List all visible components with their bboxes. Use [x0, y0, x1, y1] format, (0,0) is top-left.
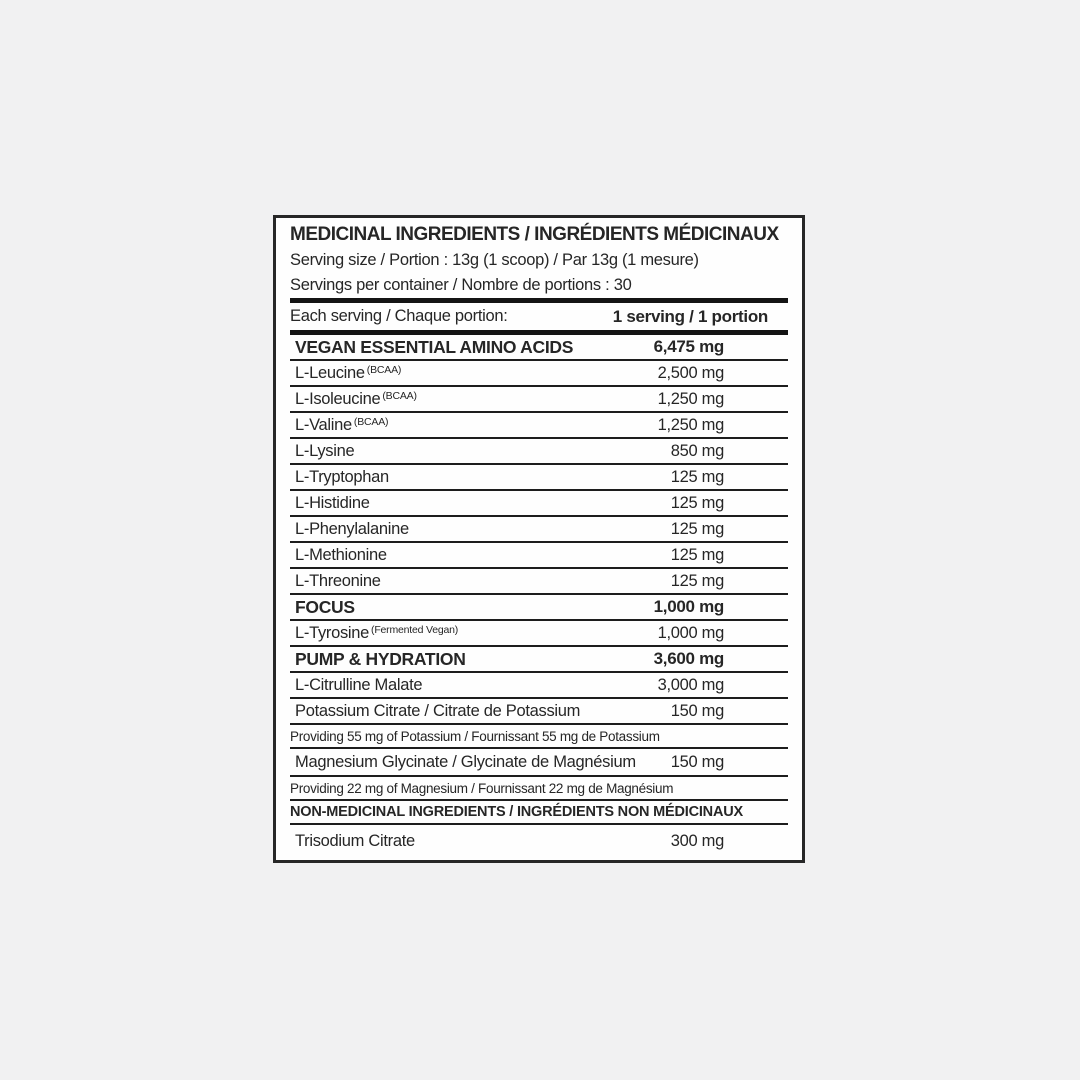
ingredient-row — [290, 543, 788, 569]
section-row — [290, 595, 788, 621]
ingredient-row — [290, 699, 788, 725]
ingredient-qualifier: (BCAA) — [382, 389, 417, 402]
ingredient-row — [290, 825, 788, 858]
ingredient-name: L-Tryptophan — [295, 467, 389, 486]
section-name: FOCUS — [295, 596, 355, 617]
each-serving-label: Each serving / Chaque portion: — [290, 307, 508, 325]
ingredient-row — [290, 387, 788, 413]
ingredient-name: L-Threonine — [295, 571, 381, 590]
ingredient-row — [290, 517, 788, 543]
ingredient-amount: 300 mg — [670, 832, 724, 850]
ingredient-row — [290, 749, 788, 777]
ingredient-name: Trisodium Citrate — [295, 832, 415, 850]
non-medicinal-header-row — [290, 801, 788, 825]
serving-column-header: 1 serving / 1 portion — [612, 306, 768, 326]
ingredient-name: L-Phenylalanine — [295, 519, 409, 538]
ingredient-row — [290, 491, 788, 517]
ingredient-name: L-Tyrosine $^{(Fermented Vegan)}$ — [295, 623, 459, 642]
ingredient-amount: 125 mg — [670, 571, 724, 590]
non-medicinal-header: NON-MEDICINAL INGREDIENTS / INGRÉDIENTS NON MÉDICINAUX — [290, 804, 743, 820]
section-name: VEGAN ESSENTIAL AMINO ACIDS — [295, 336, 574, 357]
supplement-facts-panel — [273, 215, 805, 863]
ingredient-row — [290, 413, 788, 439]
servings-per-container-line: Servings per container / Nombre de portions : 30 — [290, 276, 632, 294]
section-amount: 6,475 mg — [653, 337, 724, 356]
ingredient-amount: 1,250 mg — [657, 389, 724, 408]
section-row — [290, 647, 788, 673]
ingredient-name: Potassium Citrate / Citrate de Potassium — [295, 701, 581, 720]
ingredient-amount: 3,000 mg — [657, 675, 724, 694]
providing-note-row — [290, 777, 788, 801]
ingredient-qualifier: (BCAA) — [353, 415, 389, 428]
section-name: PUMP & HYDRATION — [295, 648, 466, 669]
section-amount: 1,000 mg — [653, 597, 724, 616]
ingredient-name: L-Valine $^{(BCAA)}$ — [295, 415, 389, 434]
ingredient-amount: 125 mg — [670, 493, 724, 512]
ingredient-qualifier: (BCAA) — [366, 363, 402, 376]
ingredient-row — [290, 465, 788, 491]
ingredient-amount: 125 mg — [670, 519, 724, 538]
ingredient-row — [290, 621, 788, 647]
ingredient-name: L-Citrulline Malate — [295, 675, 423, 694]
ingredient-amount: 150 mg — [670, 752, 724, 771]
providing-note: Providing 55 mg of Potassium / Fournissant 55 mg de Potassium — [290, 728, 660, 744]
providing-note: Providing 22 mg of Magnesium / Fournissant 22 mg de Magnésium — [290, 780, 674, 796]
panel-title: MEDICINAL INGREDIENTS / INGRÉDIENTS MÉDICINAUX — [290, 224, 779, 245]
ingredient-name: L-Lysine — [295, 441, 355, 460]
ingredient-name: L-Histidine — [295, 493, 370, 512]
ingredient-name: Magnesium Glycinate / Glycinate de Magnésium — [295, 752, 636, 771]
ingredient-amount: 850 mg — [670, 441, 724, 460]
ingredient-amount: 125 mg — [670, 467, 724, 486]
providing-note-row — [290, 725, 788, 749]
ingredient-amount: 2,500 mg — [657, 363, 724, 382]
ingredient-name: L-Isoleucine $^{(BCAA)}$ — [295, 389, 417, 408]
ingredient-qualifier: (Fermented Vegan) — [371, 623, 459, 636]
ingredient-name: L-Methionine — [295, 545, 387, 564]
ingredient-row — [290, 361, 788, 387]
ingredient-row — [290, 569, 788, 595]
section-row — [290, 335, 788, 361]
ingredient-amount: 1,250 mg — [657, 415, 724, 434]
serving-size-line: Serving size / Portion : 13g (1 scoop) / Par 13g (1 mesure) — [290, 251, 699, 269]
ingredient-amount: 150 mg — [670, 701, 724, 720]
ingredient-name: L-Leucine $^{(BCAA)}$ — [295, 363, 402, 382]
ingredient-amount: 125 mg — [670, 545, 724, 564]
section-amount: 3,600 mg — [653, 649, 724, 668]
ingredient-row — [290, 439, 788, 465]
ingredient-amount: 1,000 mg — [657, 623, 724, 642]
ingredient-row — [290, 673, 788, 699]
column-header-row — [290, 303, 788, 330]
